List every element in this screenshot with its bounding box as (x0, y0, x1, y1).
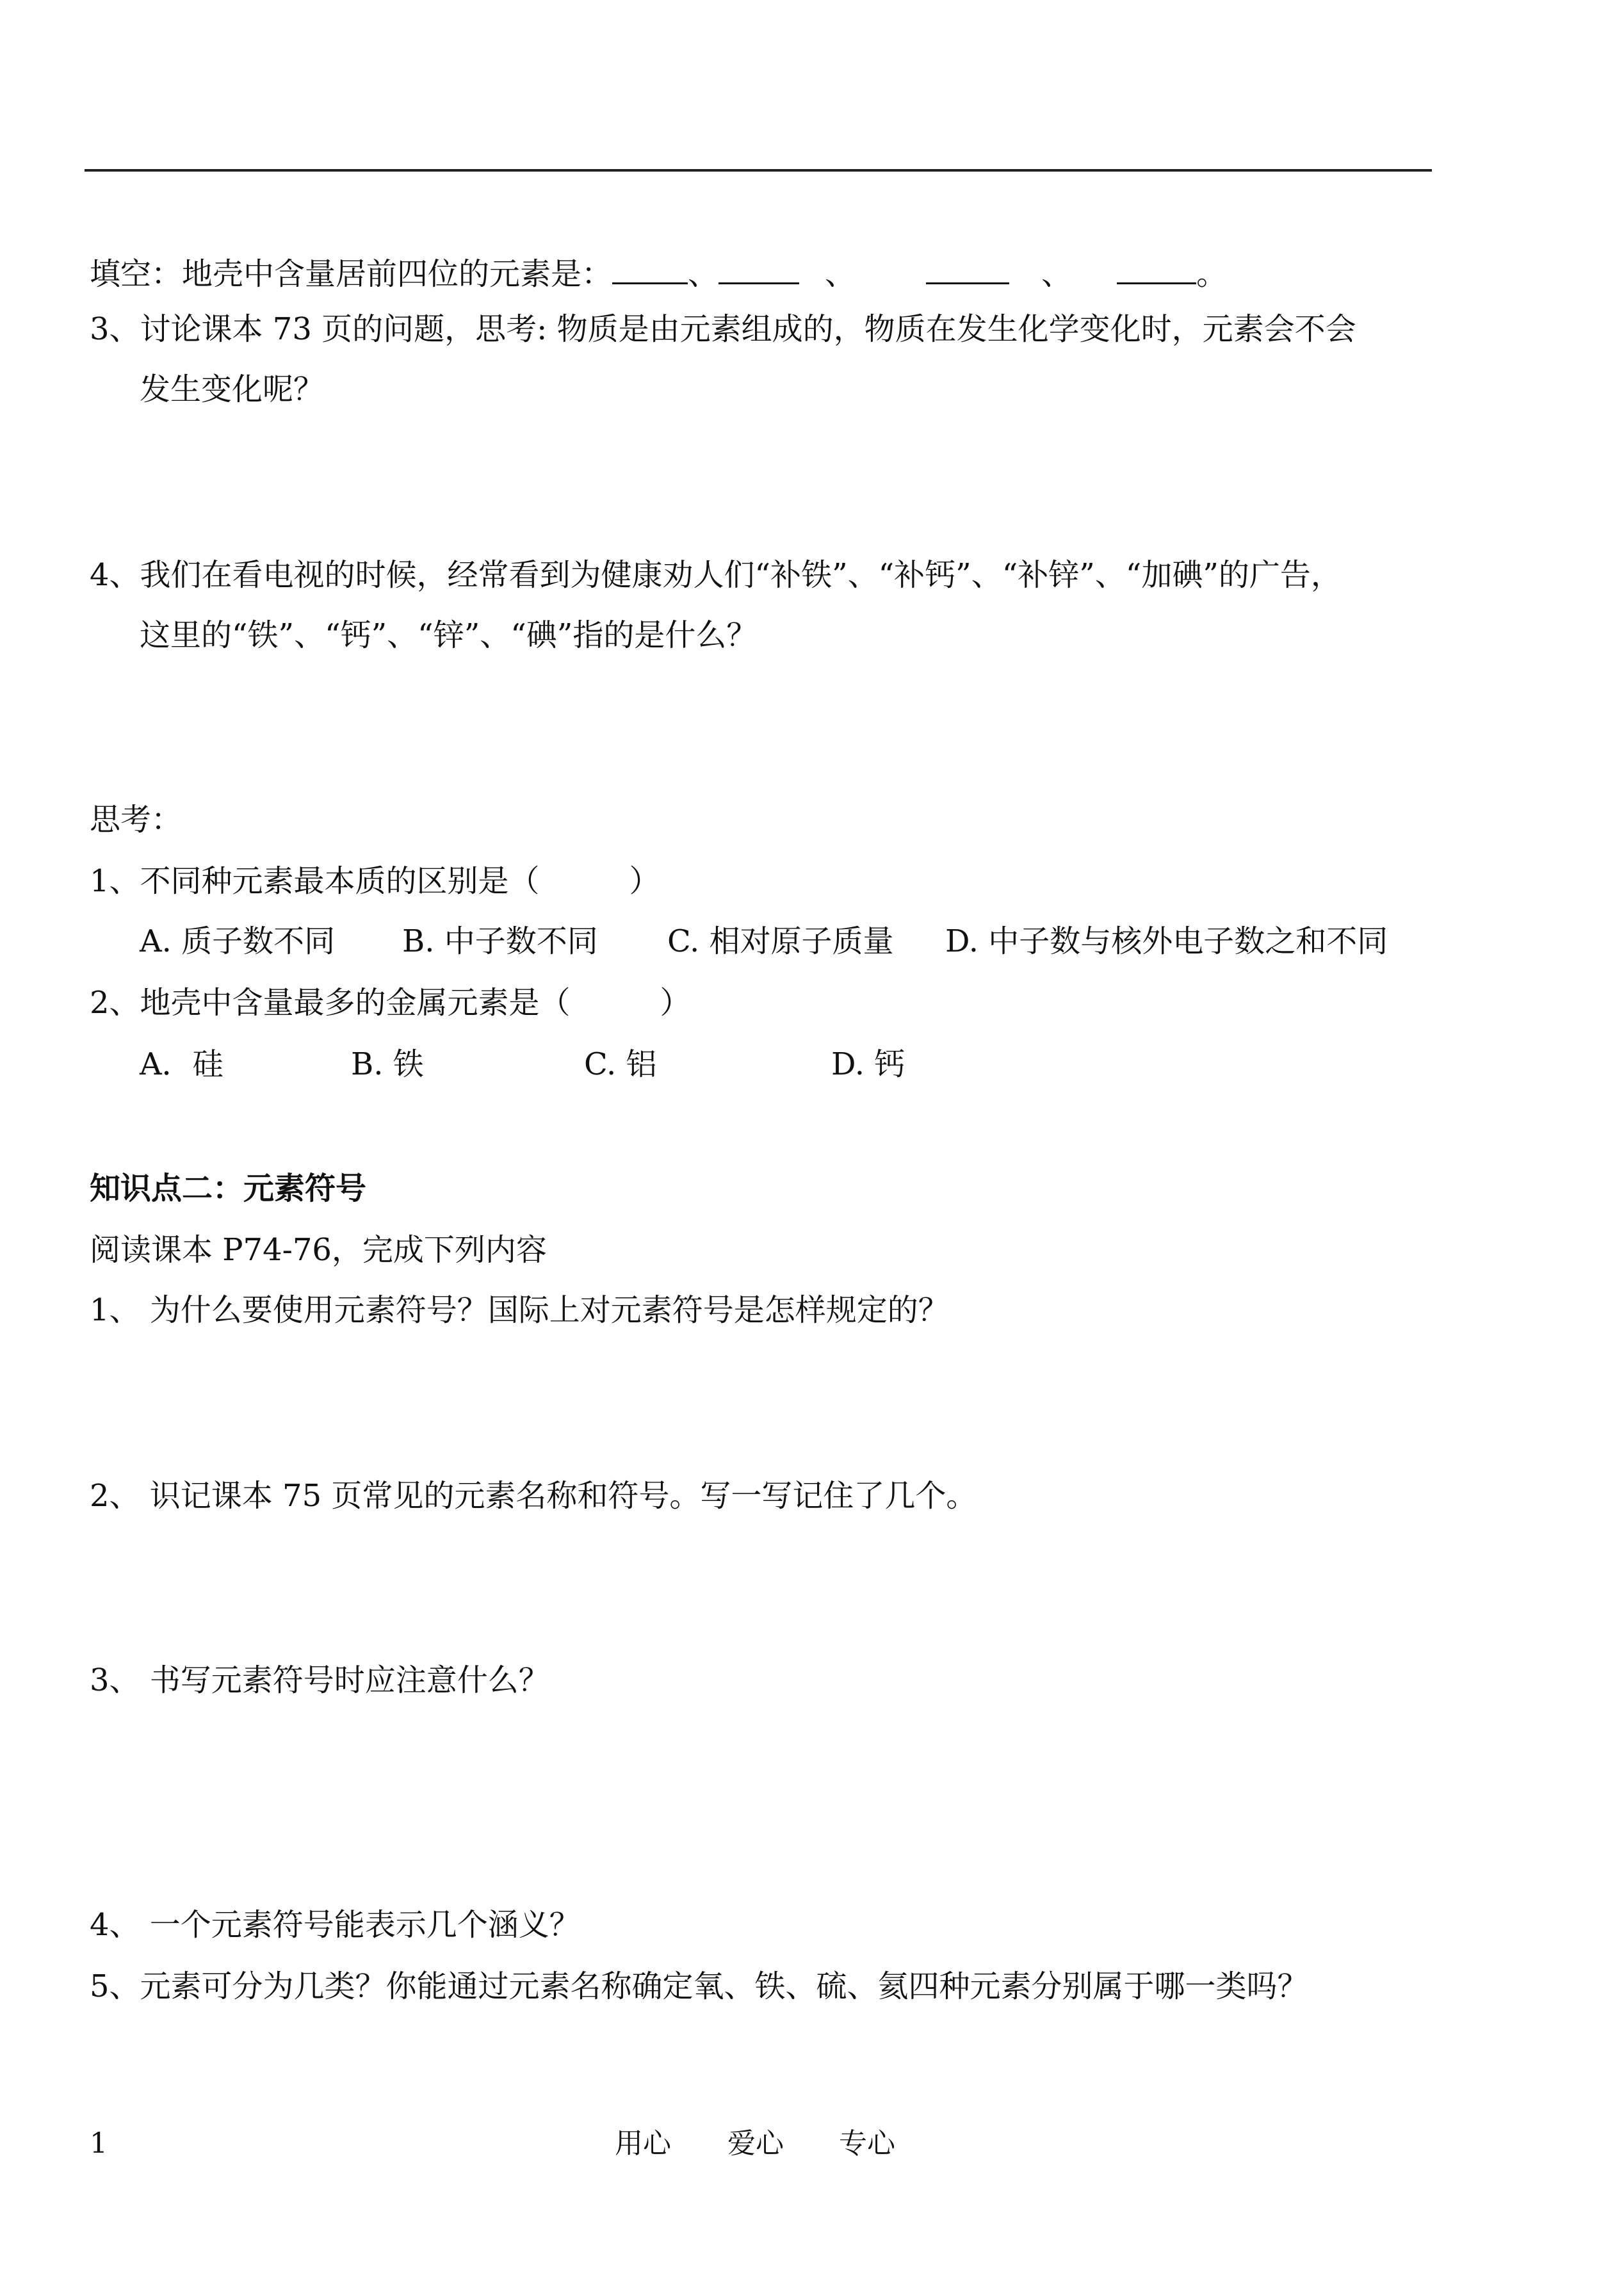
separator: 、 (688, 256, 719, 292)
mcq-2-stem-text: 2、地壳中含量最多的金属元素是（ (90, 985, 571, 1021)
mcq-2-option-a: A．硅 (140, 1046, 223, 1082)
section-2-item-4: 4、 一个元素符号能表示几个涵义？ (90, 1907, 580, 1943)
mcq-1-stem-text: 1、不同种元素最本质的区别是（ (90, 863, 540, 899)
footer-slogan-2: 爱心 (727, 2127, 784, 2160)
mcq-1-option-d: D. 中子数与核外电子数之和不同 (945, 923, 1388, 959)
section-2-intro: 阅读课本 P74-76，完成下列内容 (90, 1232, 547, 1268)
question-3-line-2: 发生变化呢？ (140, 371, 325, 407)
section-2-item-1: 1、 为什么要使用元素符号？国际上对元素符号是怎样规定的？ (90, 1292, 949, 1328)
mcq-1-option-b: B. 中子数不同 (402, 923, 598, 959)
page-number: 1 (90, 2127, 108, 2160)
question-3-line-1: 3、讨论课本 73 页的问题，思考: 物质是由元素组成的，物质在发生化学变化时，元素会不会 (90, 311, 1356, 347)
mcq-2-option-c: C. 铝 (584, 1046, 657, 1082)
fill-blank-question (90, 255, 1227, 293)
think-heading: 思考： (90, 802, 183, 838)
mcq-2-stem (90, 984, 691, 1022)
mcq-1-stem (90, 862, 660, 900)
separator: 、 (1041, 256, 1073, 292)
answer-blank-3[interactable] (926, 257, 1009, 284)
mcq-1-option-a: A. 质子数不同 (140, 923, 336, 959)
mcq-1-close-paren: ） (629, 863, 660, 899)
mcq-2-close-paren: ） (660, 985, 691, 1021)
footer-slogan-1: 用心 (615, 2127, 671, 2160)
question-4-line-2: 这里的“铁”、“钙”、“锌”、“碘”指的是什么？ (140, 617, 758, 653)
section-2-item-3: 3、 书写元素符号时应注意什么？ (90, 1662, 549, 1698)
footer-slogan-3: 专心 (839, 2127, 895, 2160)
mcq-2-option-b: B. 铁 (351, 1046, 424, 1082)
answer-blank-4[interactable] (1117, 257, 1196, 284)
mcq-1-option-c: C. 相对原子质量 (667, 923, 894, 959)
header-rule (85, 169, 1432, 172)
question-4-line-1: 4、我们在看电视的时候，经常看到为健康劝人们“补铁”、“补钙”、“补锌”、“加碘”的广告， (90, 557, 1342, 593)
section-2-item-5: 5、元素可分为几类？你能通过元素名称确定氧、铁、硫、氦四种元素分别属于哪一类吗？ (90, 1968, 1308, 2004)
answer-blank-1[interactable] (612, 257, 688, 284)
section-2-title: 知识点二：元素符号 (90, 1171, 367, 1206)
fill-prefix: 填空：地壳中含量居前四位的元素是： (90, 256, 613, 292)
period: 。 (1196, 256, 1228, 292)
section-2-item-2: 2、 识记课本 75 页常见的元素名称和符号。写一写记住了几个。 (90, 1478, 977, 1514)
answer-blank-2[interactable] (719, 257, 799, 284)
mcq-2-option-d: D. 钙 (831, 1046, 905, 1082)
separator: 、 (825, 256, 856, 292)
